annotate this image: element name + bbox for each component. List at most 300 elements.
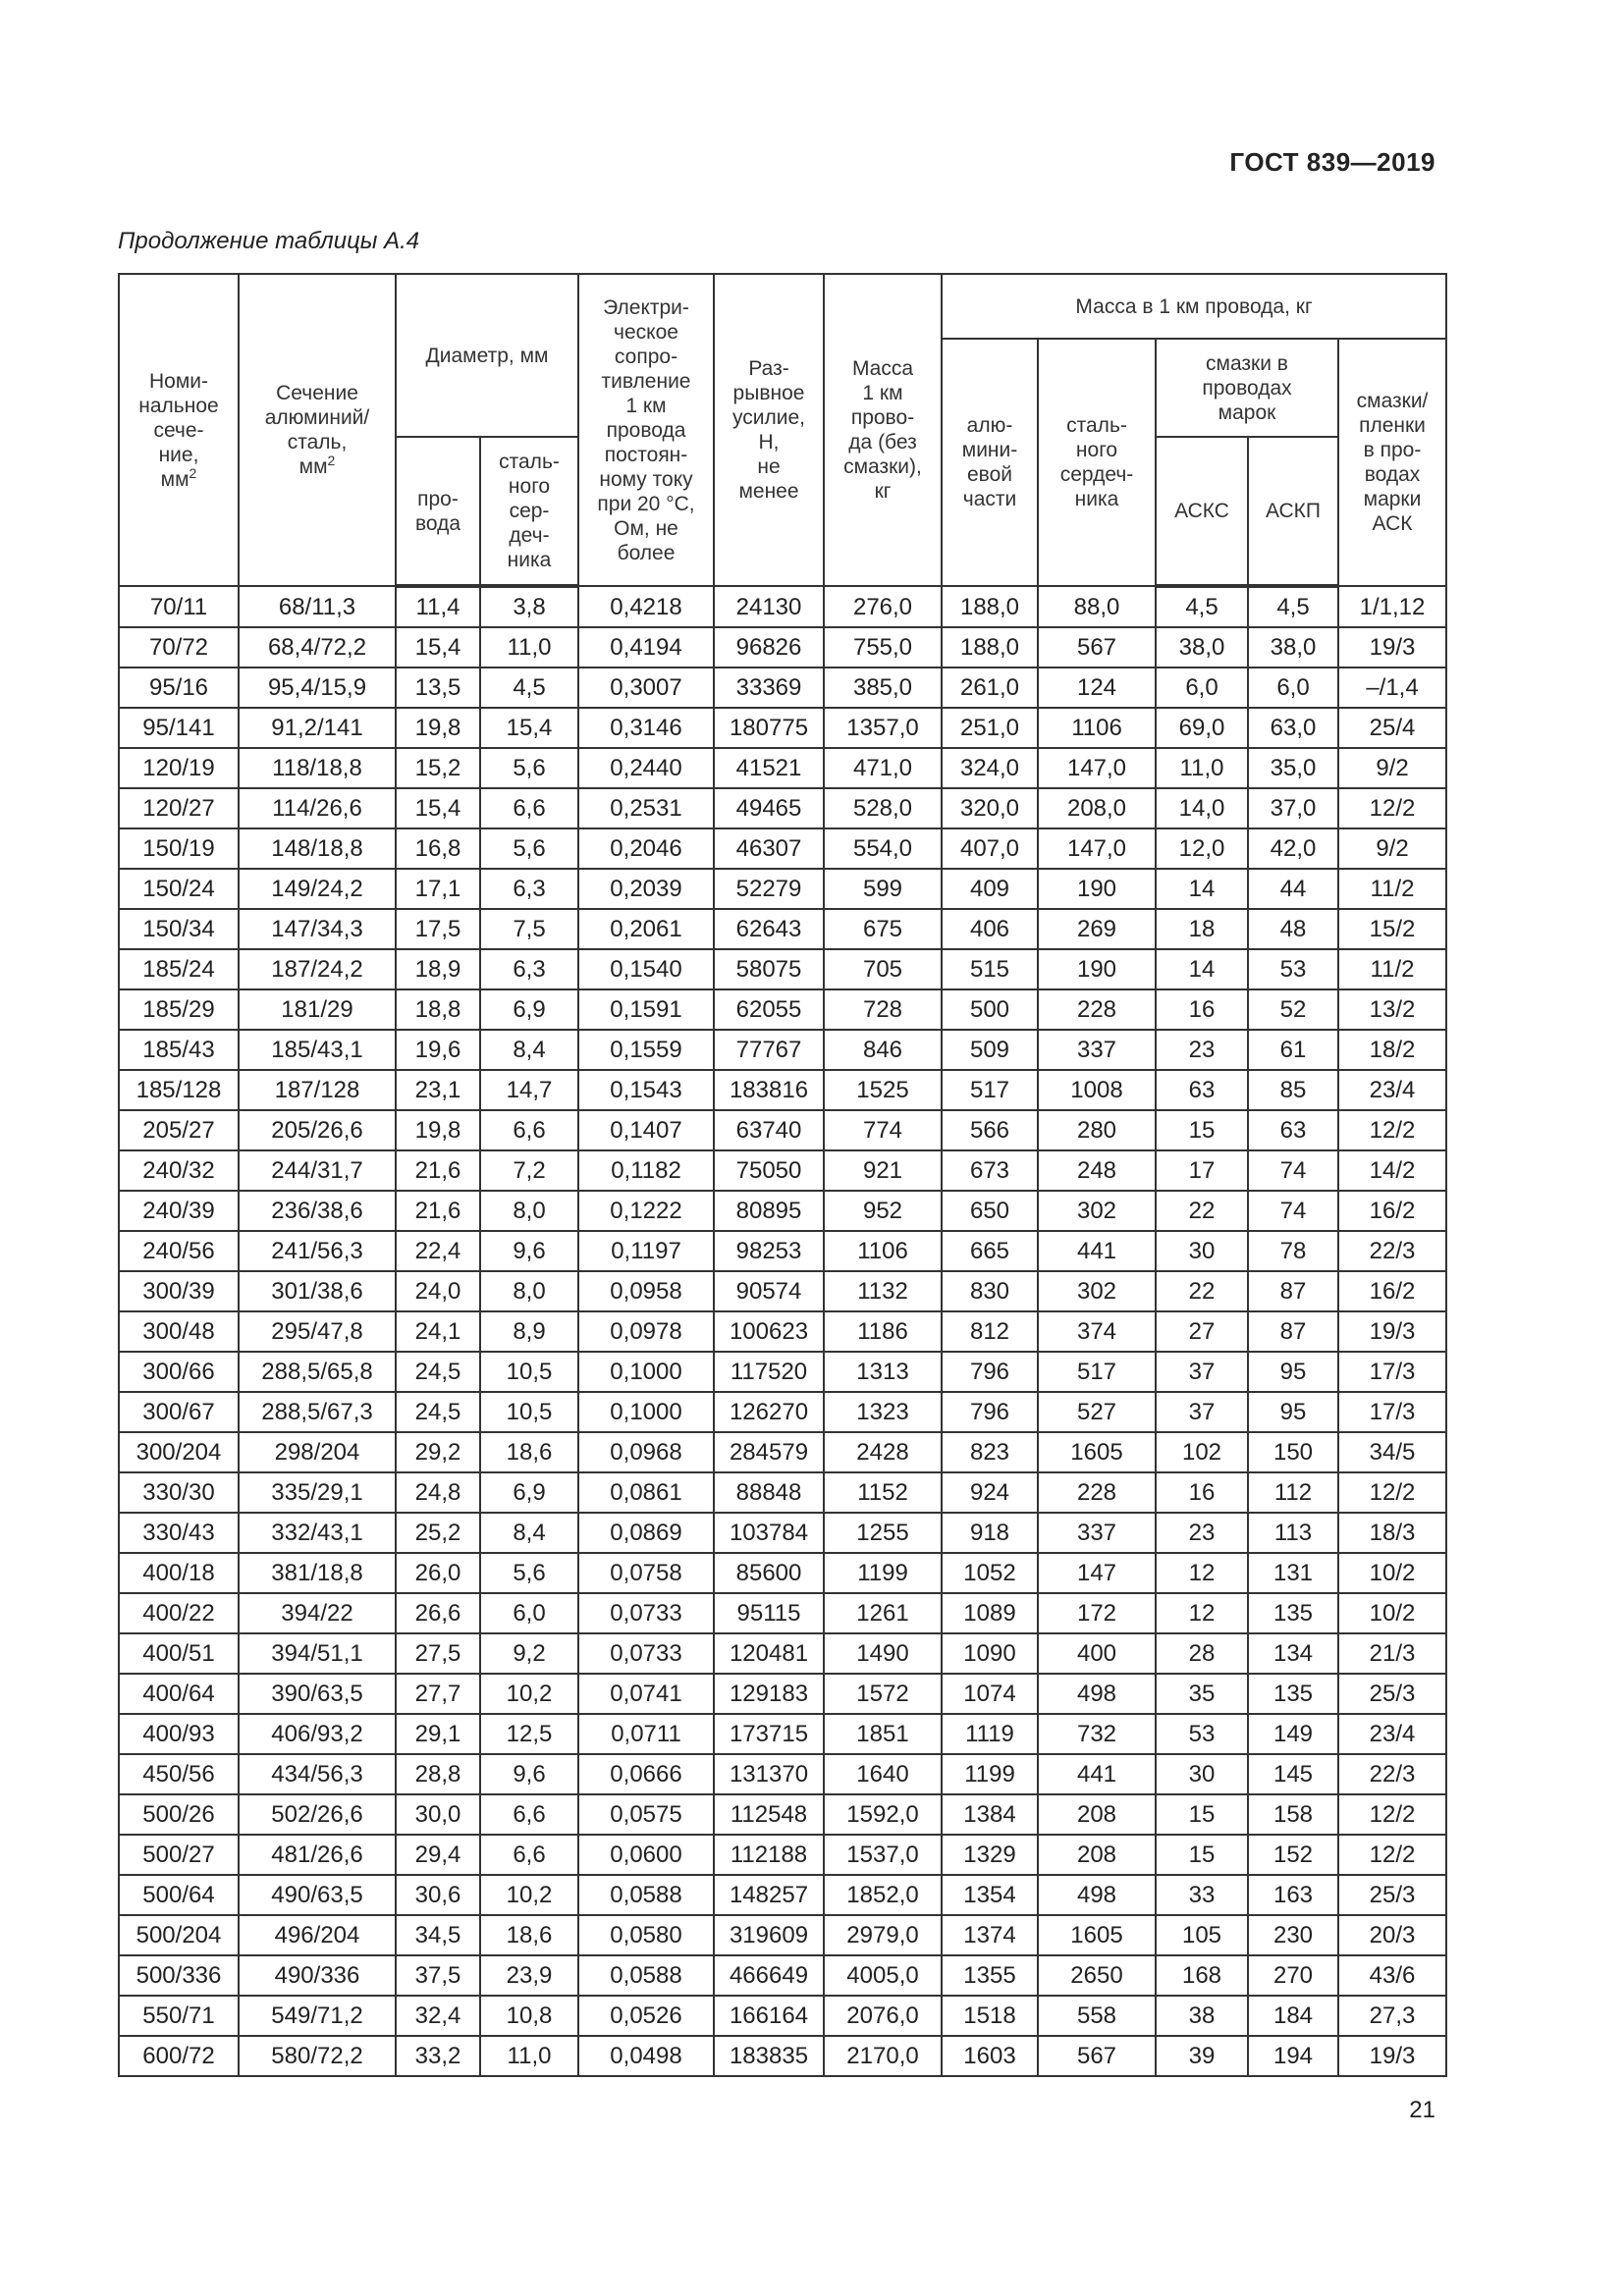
table-row: [119, 869, 1446, 909]
table-cell: 63,0: [1248, 708, 1338, 748]
table-cell: 0,1222: [578, 1191, 714, 1231]
table-cell: 4,5: [480, 667, 578, 708]
table-cell: 300/39: [119, 1271, 239, 1311]
table-cell: 12,5: [480, 1714, 578, 1754]
table-cell: 37: [1156, 1352, 1248, 1392]
table-cell: 332/43,1: [239, 1513, 396, 1553]
table-cell: 240/56: [119, 1231, 239, 1271]
table-cell: 77767: [714, 1030, 824, 1070]
table-cell: 0,0861: [578, 1472, 714, 1513]
header-mass-steel: сталь- ного сердеч- ника: [1038, 339, 1156, 586]
table-cell: 25/3: [1338, 1674, 1446, 1714]
table-row: [119, 667, 1446, 708]
table-row: [119, 1110, 1446, 1150]
table-cell: 63: [1248, 1110, 1338, 1150]
table-cell: 9,2: [480, 1633, 578, 1674]
table-row: [119, 2036, 1446, 2076]
table-cell: 385,0: [824, 667, 942, 708]
table-row: [119, 1714, 1446, 1754]
table-cell: 16/2: [1338, 1271, 1446, 1311]
table-cell: 12/2: [1338, 1110, 1446, 1150]
table-cell: 0,1182: [578, 1150, 714, 1191]
table-cell: 53: [1156, 1714, 1248, 1754]
table-row: [119, 748, 1446, 788]
table-cell: 434/56,3: [239, 1754, 396, 1794]
table-cell: 85600: [714, 1553, 824, 1593]
table-row: [119, 1553, 1446, 1593]
table-cell: 284579: [714, 1432, 824, 1472]
table-cell: 152: [1248, 1835, 1338, 1875]
table-cell: 11,0: [1156, 748, 1248, 788]
table-cell: 728: [824, 989, 942, 1030]
table-cell: 10,2: [480, 1875, 578, 1915]
table-cell: 394/51,1: [239, 1633, 396, 1674]
table-cell: 29,1: [396, 1714, 480, 1754]
table-row: [119, 1231, 1446, 1271]
table-cell: 135: [1248, 1674, 1338, 1714]
table-cell: 796: [942, 1392, 1038, 1432]
table-cell: 185/29: [119, 989, 239, 1030]
table-cell: 14: [1156, 869, 1248, 909]
table-cell: 24,5: [396, 1392, 480, 1432]
table-row: [119, 909, 1446, 949]
table-cell: 180775: [714, 708, 824, 748]
table-cell: 117520: [714, 1352, 824, 1392]
table-cell: 95,4/15,9: [239, 667, 396, 708]
table-cell: 85: [1248, 1070, 1338, 1110]
table-cell: 105: [1156, 1915, 1248, 1955]
table-cell: 23,9: [480, 1955, 578, 1996]
table-cell: 26,0: [396, 1553, 480, 1593]
table-cell: 148/18,8: [239, 828, 396, 869]
table-cell: 148257: [714, 1875, 824, 1915]
table-row: [119, 1875, 1446, 1915]
table-cell: 24,5: [396, 1352, 480, 1392]
table-cell: 228: [1038, 989, 1156, 1030]
table-cell: 230: [1248, 1915, 1338, 1955]
table-row: [119, 1311, 1446, 1352]
table-cell: 406: [942, 909, 1038, 949]
table-cell: 181/29: [239, 989, 396, 1030]
table-cell: 558: [1038, 1996, 1156, 2036]
table-cell: 1374: [942, 1915, 1038, 1955]
table-cell: 15: [1156, 1110, 1248, 1150]
table-cell: 0,0588: [578, 1875, 714, 1915]
table-cell: 0,4218: [578, 586, 714, 627]
table-cell: 755,0: [824, 627, 942, 667]
table-cell: 566: [942, 1110, 1038, 1150]
table-cell: 1/1,12: [1338, 586, 1446, 627]
table-cell: 0,1000: [578, 1392, 714, 1432]
table-cell: 19/3: [1338, 1311, 1446, 1352]
table-cell: 18,6: [480, 1432, 578, 1472]
table-cell: 10,5: [480, 1392, 578, 1432]
table-cell: 12: [1156, 1553, 1248, 1593]
table-cell: 0,0758: [578, 1553, 714, 1593]
table-row: [119, 627, 1446, 667]
table-cell: 406/93,2: [239, 1714, 396, 1754]
table-cell: 400/93: [119, 1714, 239, 1754]
table-cell: 320,0: [942, 788, 1038, 828]
table-cell: 0,0498: [578, 2036, 714, 2076]
table-cell: 188,0: [942, 627, 1038, 667]
table-cell: 244/31,7: [239, 1150, 396, 1191]
table-cell: 1384: [942, 1794, 1038, 1835]
table-cell: 675: [824, 909, 942, 949]
table-cell: 188,0: [942, 586, 1038, 627]
table-cell: 11/2: [1338, 869, 1446, 909]
table-cell: 1354: [942, 1875, 1038, 1915]
table-cell: 774: [824, 1110, 942, 1150]
table-cell: 1640: [824, 1754, 942, 1794]
table-cell: 2428: [824, 1432, 942, 1472]
table-cell: 5,6: [480, 748, 578, 788]
table-cell: 21,6: [396, 1150, 480, 1191]
table-row: [119, 1150, 1446, 1191]
table-cell: 49465: [714, 788, 824, 828]
table-cell: 270: [1248, 1955, 1338, 1996]
table-cell: 22: [1156, 1191, 1248, 1231]
table-cell: 33: [1156, 1875, 1248, 1915]
table-cell: 0,1407: [578, 1110, 714, 1150]
table-cell: 25/3: [1338, 1875, 1446, 1915]
table-cell: 173715: [714, 1714, 824, 1754]
table-cell: 846: [824, 1030, 942, 1070]
table-cell: 1106: [1038, 708, 1156, 748]
table-row: [119, 1674, 1446, 1714]
table-cell: 400/18: [119, 1553, 239, 1593]
table-cell: 187/24,2: [239, 949, 396, 989]
table-cell: 19,8: [396, 708, 480, 748]
table-cell: 952: [824, 1191, 942, 1231]
table-cell: 2170,0: [824, 2036, 942, 2076]
table-cell: 20/3: [1338, 1915, 1446, 1955]
table-cell: 0,0869: [578, 1513, 714, 1553]
table-cell: 100623: [714, 1311, 824, 1352]
table-cell: 248: [1038, 1150, 1156, 1191]
table-cell: 1261: [824, 1593, 942, 1633]
table-cell: 515: [942, 949, 1038, 989]
table-cell: 24,0: [396, 1271, 480, 1311]
table-cell: 0,4194: [578, 627, 714, 667]
table-cell: 241/56,3: [239, 1231, 396, 1271]
document-id: ГОСТ 839—2019: [1229, 147, 1435, 177]
table-cell: 87: [1248, 1311, 1338, 1352]
table-cell: 0,3146: [578, 708, 714, 748]
table-cell: 288,5/65,8: [239, 1352, 396, 1392]
table-cell: 48: [1248, 909, 1338, 949]
table-row: [119, 1633, 1446, 1674]
table-cell: 0,0711: [578, 1714, 714, 1754]
table-row: [119, 586, 1446, 627]
table-cell: 450/56: [119, 1754, 239, 1794]
table-cell: 500/26: [119, 1794, 239, 1835]
table-cell: 23: [1156, 1513, 1248, 1553]
table-cell: 10,5: [480, 1352, 578, 1392]
table-cell: 490/63,5: [239, 1875, 396, 1915]
table-cell: 0,1543: [578, 1070, 714, 1110]
table-cell: 19,8: [396, 1110, 480, 1150]
table-cell: 409: [942, 869, 1038, 909]
table-cell: 498: [1038, 1875, 1156, 1915]
table-cell: 37,5: [396, 1955, 480, 1996]
table-cell: 0,3007: [578, 667, 714, 708]
table-cell: 471,0: [824, 748, 942, 788]
table-cell: 0,0588: [578, 1955, 714, 1996]
table-cell: 0,1197: [578, 1231, 714, 1271]
table-cell: 98253: [714, 1231, 824, 1271]
table-cell: 324,0: [942, 748, 1038, 788]
table-cell: 74: [1248, 1191, 1338, 1231]
table-cell: 22: [1156, 1271, 1248, 1311]
table-cell: 6,6: [480, 1794, 578, 1835]
table-cell: 298/204: [239, 1432, 396, 1472]
table-cell: 0,0575: [578, 1794, 714, 1835]
table-cell: 68,4/72,2: [239, 627, 396, 667]
table-cell: 63740: [714, 1110, 824, 1150]
table-cell: 0,1559: [578, 1030, 714, 1070]
table-cell: 8,4: [480, 1513, 578, 1553]
table-cell: 46307: [714, 828, 824, 869]
table-cell: 400/22: [119, 1593, 239, 1633]
table-cell: 131370: [714, 1754, 824, 1794]
table-cell: 33,2: [396, 2036, 480, 2076]
table-cell: 17: [1156, 1150, 1248, 1191]
table-cell: 41521: [714, 748, 824, 788]
table-cell: 1537,0: [824, 1835, 942, 1875]
table-cell: 374: [1038, 1311, 1156, 1352]
table-cell: 17,1: [396, 869, 480, 909]
table-cell: 0,0968: [578, 1432, 714, 1472]
table-cell: 96826: [714, 627, 824, 667]
table-cell: 149: [1248, 1714, 1338, 1754]
table-cell: 25,2: [396, 1513, 480, 1553]
header-grease-film: смазки/ пленки в про- водах марки АСК: [1338, 339, 1446, 586]
table-cell: 1518: [942, 1996, 1038, 2036]
table-cell: 16,8: [396, 828, 480, 869]
table-cell: 38,0: [1156, 627, 1248, 667]
table-cell: 23/4: [1338, 1070, 1446, 1110]
table-cell: 27: [1156, 1311, 1248, 1352]
table-cell: 441: [1038, 1754, 1156, 1794]
table-cell: 9/2: [1338, 828, 1446, 869]
table-cell: 30,6: [396, 1875, 480, 1915]
table-cell: 150/19: [119, 828, 239, 869]
table-cell: 28,8: [396, 1754, 480, 1794]
table-row: [119, 1472, 1446, 1513]
table-cell: 8,0: [480, 1191, 578, 1231]
table-cell: 1074: [942, 1674, 1038, 1714]
table-cell: 1323: [824, 1392, 942, 1432]
table-cell: 70/72: [119, 627, 239, 667]
table-cell: 183835: [714, 2036, 824, 2076]
table-row: [119, 949, 1446, 989]
table-cell: 1186: [824, 1311, 942, 1352]
table-cell: 35,0: [1248, 748, 1338, 788]
table-cell: 37: [1156, 1392, 1248, 1432]
table-cell: 335/29,1: [239, 1472, 396, 1513]
table-cell: 502/26,6: [239, 1794, 396, 1835]
table-cell: 10,2: [480, 1674, 578, 1714]
table-cell: 1008: [1038, 1070, 1156, 1110]
table-cell: 134: [1248, 1633, 1338, 1674]
table-cell: 11,4: [396, 586, 480, 627]
table-cell: 554,0: [824, 828, 942, 869]
table-cell: 269: [1038, 909, 1156, 949]
table-cell: 95/16: [119, 667, 239, 708]
table-cell: 38: [1156, 1996, 1248, 2036]
table-cell: 118/18,8: [239, 748, 396, 788]
table-cell: 12/2: [1338, 1835, 1446, 1875]
table-row: [119, 1070, 1446, 1110]
table-cell: 22/3: [1338, 1754, 1446, 1794]
table-cell: 10/2: [1338, 1553, 1446, 1593]
table-cell: 95: [1248, 1392, 1338, 1432]
header-mass-al: алю- мини- евой части: [942, 339, 1038, 586]
table-cell: 830: [942, 1271, 1038, 1311]
table-cell: 120/27: [119, 788, 239, 828]
table-cell: 145: [1248, 1754, 1338, 1794]
table-cell: 1592,0: [824, 1794, 942, 1835]
table-cell: 500/336: [119, 1955, 239, 1996]
table-cell: 185/43: [119, 1030, 239, 1070]
header-section-al-steel: Сечение алюминий/ сталь, $мм^2$: [239, 274, 396, 586]
table-cell: 11,0: [480, 2036, 578, 2076]
table-cell: 0,1591: [578, 989, 714, 1030]
table-cell: 549/71,2: [239, 1996, 396, 2036]
table-cell: 1255: [824, 1513, 942, 1553]
table-cell: 11,0: [480, 627, 578, 667]
header-resistance: Электри- ческое сопро- тивление 1 км провода постоян- ному току при 20 °С, Ом, не более: [578, 274, 714, 586]
table-cell: 0,2531: [578, 788, 714, 828]
table-cell: 90574: [714, 1271, 824, 1311]
table-cell: 1605: [1038, 1915, 1156, 1955]
table-cell: 22/3: [1338, 1231, 1446, 1271]
table-cell: 567: [1038, 2036, 1156, 2076]
table-cell: 34/5: [1338, 1432, 1446, 1472]
header-grease-ackp: АСКП: [1248, 437, 1338, 586]
table-cell: 18,8: [396, 989, 480, 1030]
table-cell: 208: [1038, 1835, 1156, 1875]
table-cell: 13/2: [1338, 989, 1446, 1030]
table-cell: 1106: [824, 1231, 942, 1271]
table-cell: 10,8: [480, 1996, 578, 2036]
table-cell: 14: [1156, 949, 1248, 989]
table-cell: 228: [1038, 1472, 1156, 1513]
table-cell: 163: [1248, 1875, 1338, 1915]
table-cell: 95: [1248, 1352, 1338, 1392]
table-row: [119, 1593, 1446, 1633]
table-cell: 29,4: [396, 1835, 480, 1875]
table-cell: 21,6: [396, 1191, 480, 1231]
table-cell: 95/141: [119, 708, 239, 748]
table-cell: 6,3: [480, 949, 578, 989]
table-row: [119, 788, 1446, 828]
table-cell: 205/27: [119, 1110, 239, 1150]
table-row: [119, 1432, 1446, 1472]
table-cell: 16: [1156, 1472, 1248, 1513]
table-cell: 37,0: [1248, 788, 1338, 828]
table-cell: 19/3: [1338, 2036, 1446, 2076]
table-cell: 300/67: [119, 1392, 239, 1432]
table-cell: 38,0: [1248, 627, 1338, 667]
table-cell: 1357,0: [824, 708, 942, 748]
table-cell: 19/3: [1338, 627, 1446, 667]
table-cell: 25/4: [1338, 708, 1446, 748]
table-cell: 6,9: [480, 989, 578, 1030]
table-cell: 15,2: [396, 748, 480, 788]
table-cell: 183816: [714, 1070, 824, 1110]
table-cell: 5,6: [480, 828, 578, 869]
table-cell: 24,8: [396, 1472, 480, 1513]
table-cell: 124: [1038, 667, 1156, 708]
header-diameter: Диаметр, мм: [396, 274, 578, 437]
table-cell: 261,0: [942, 667, 1038, 708]
table-row: [119, 1513, 1446, 1553]
table-cell: 517: [942, 1070, 1038, 1110]
table-cell: 190: [1038, 949, 1156, 989]
table-cell: 6,9: [480, 1472, 578, 1513]
table-cell: 567: [1038, 627, 1156, 667]
table-cell: 12,0: [1156, 828, 1248, 869]
table-cell: 0,0600: [578, 1835, 714, 1875]
table-cell: 0,0733: [578, 1593, 714, 1633]
table-cell: 129183: [714, 1674, 824, 1714]
table-cell: 23,1: [396, 1070, 480, 1110]
table-cell: 184: [1248, 1996, 1338, 2036]
table-cell: 43/6: [1338, 1955, 1446, 1996]
table-cell: 91,2/141: [239, 708, 396, 748]
table-cell: 113: [1248, 1513, 1338, 1553]
table-cell: 4,5: [1156, 586, 1248, 627]
table-cell: 517: [1038, 1352, 1156, 1392]
table-cell: 0,0733: [578, 1633, 714, 1674]
table-row: [119, 1915, 1446, 1955]
table-cell: 550/71: [119, 1996, 239, 2036]
table-cell: 18: [1156, 909, 1248, 949]
table-cell: 1525: [824, 1070, 942, 1110]
table-row: [119, 989, 1446, 1030]
table-cell: 24130: [714, 586, 824, 627]
table-cell: 9,6: [480, 1754, 578, 1794]
table-cell: 147/34,3: [239, 909, 396, 949]
table-cell: 102: [1156, 1432, 1248, 1472]
table-cell: 150/34: [119, 909, 239, 949]
table-cell: 1199: [942, 1754, 1038, 1794]
table-cell: 481/26,6: [239, 1835, 396, 1875]
table-cell: 330/30: [119, 1472, 239, 1513]
table-cell: 88,0: [1038, 586, 1156, 627]
table-cell: 1052: [942, 1553, 1038, 1593]
table-cell: 17/3: [1338, 1352, 1446, 1392]
table-cell: 823: [942, 1432, 1038, 1472]
table-cell: 8,9: [480, 1311, 578, 1352]
header-breaking-force: Раз- рывное усилие, Н, не менее: [714, 274, 824, 586]
table-cell: 42,0: [1248, 828, 1338, 869]
table-cell: 149/24,2: [239, 869, 396, 909]
table-cell: 120/19: [119, 748, 239, 788]
table-cell: 0,2440: [578, 748, 714, 788]
table-cell: 21/3: [1338, 1633, 1446, 1674]
table-cell: 32,4: [396, 1996, 480, 2036]
table-cell: 5,6: [480, 1553, 578, 1593]
table-cell: 1852,0: [824, 1875, 942, 1915]
table-cell: 500/64: [119, 1875, 239, 1915]
table-cell: 87: [1248, 1271, 1338, 1311]
table-cell: 6,0: [1156, 667, 1248, 708]
table-cell: 2650: [1038, 1955, 1156, 1996]
table-cell: 15,4: [396, 788, 480, 828]
